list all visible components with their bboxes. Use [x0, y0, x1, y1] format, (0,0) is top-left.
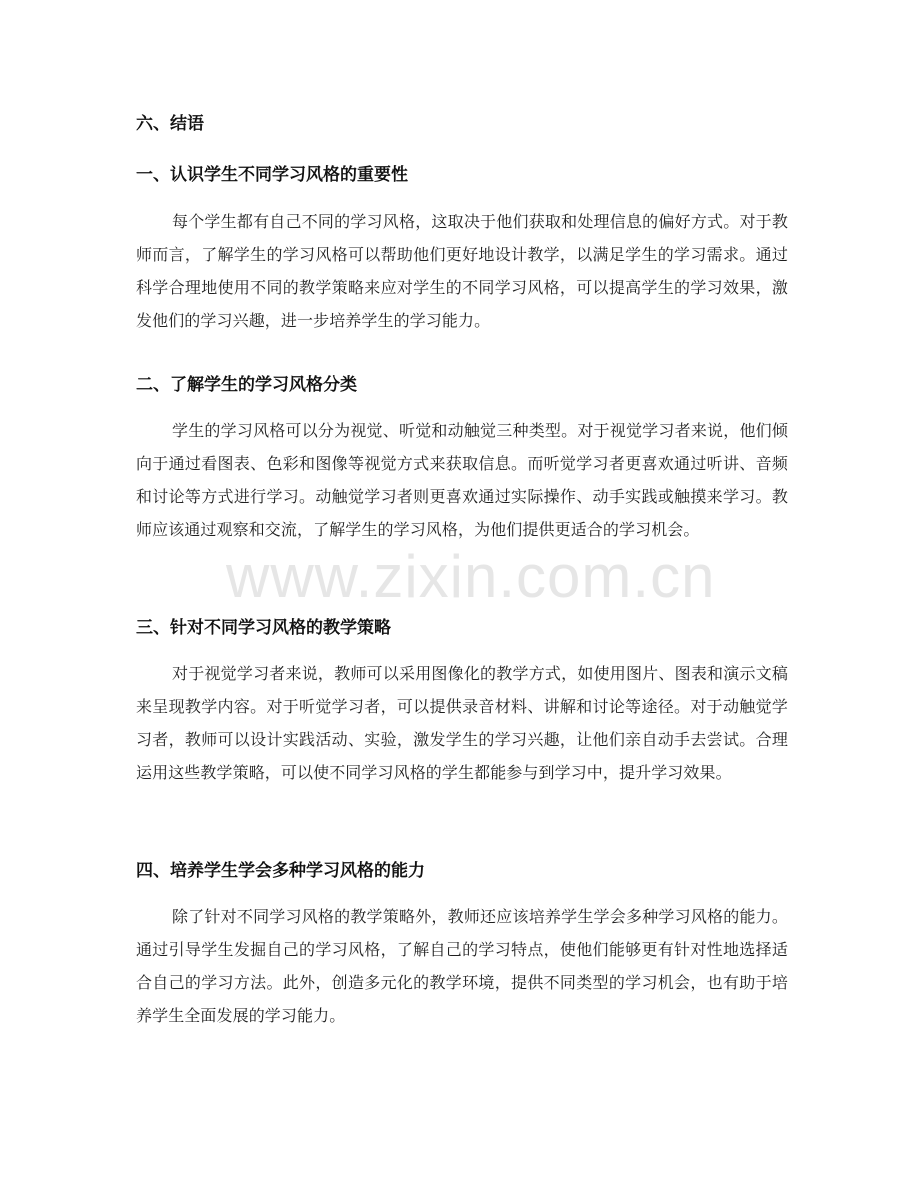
section-1-heading: 一、认识学生不同学习风格的重要性 [136, 165, 408, 185]
section-3-heading: 三、针对不同学习风格的教学策略 [136, 618, 391, 638]
section-2-paragraph: 学生的学习风格可以分为视觉、听觉和动触觉三种类型。对于视觉学习者来说，他们倾向于通过看图表、色彩和图像等视觉方式来获取信息。而听觉学习者更喜欢通过听讲、音频和讨论等方式进行学习。动触觉学习者则更喜欢通过实际操作、动手实践或触摸来学习。教师应该通过观察和交流，了解学生的学习风格，为他们提供更适合的学习机会。 [136, 421, 788, 539]
section-1-paragraph: 每个学生都有自己不同的学习风格，这取决于他们获取和处理信息的偏好方式。对于教师而言，了解学生的学习风格可以帮助他们更好地设计教学，以满足学生的学习需求。通过科学合理地使用不同的教学策略来应对学生的不同学习风格，可以提高学生的学习效果，激发他们的学习兴趣，进一步培养学生的学习能力。 [136, 212, 788, 330]
watermark: www.zixin.com.cn [226, 543, 716, 610]
section-3-paragraph: 对于视觉学习者来说，教师可以采用图像化的教学方式，如使用图片、图表和演示文稿来呈现教学内容。对于听觉学习者，可以提供录音材料、讲解和讨论等途径。对于动触觉学习者，教师可以设计实践活动、实验，激发学生的学习兴趣，让他们亲自动手去尝试。合理运用这些教学策略，可以使不同学习风格的学生都能参与到学习中，提升学习效果。 [136, 664, 788, 782]
document-title: 六、结语 [136, 114, 204, 134]
section-2-heading: 二、了解学生的学习风格分类 [136, 375, 357, 395]
section-4-paragraph: 除了针对不同学习风格的教学策略外，教师还应该培养学生学会多种学习风格的能力。通过引导学生发掘自己的学习风格，了解自己的学习特点，使他们能够更有针对性地选择适合自己的学习方法。此外，创造多元化的教学环境，提供不同类型的学习机会，也有助于培养学生全面发展的学习能力。 [136, 907, 788, 1025]
section-4-heading: 四、培养学生学会多种学习风格的能力 [136, 861, 425, 881]
